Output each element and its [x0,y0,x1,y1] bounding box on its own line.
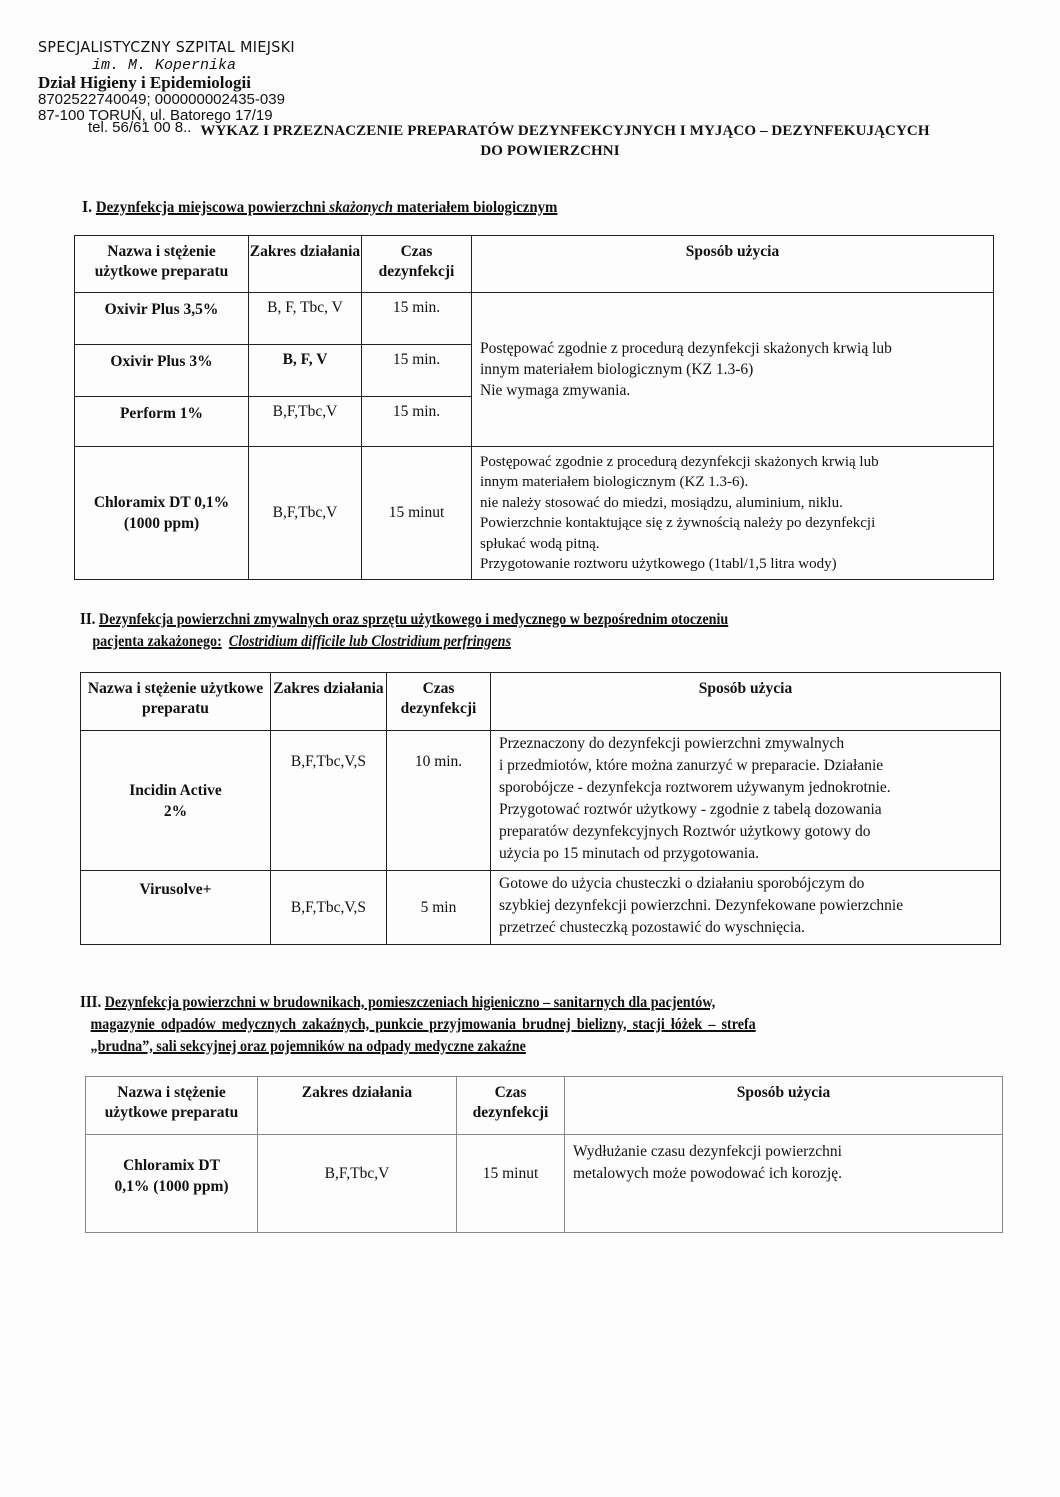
product-range: B, F, V [249,345,362,397]
header-name: Nazwa i stężenie użytkowe preparatu [81,673,271,731]
product-range: B, F, Tbc, V [249,293,362,345]
table-header-row [75,236,994,293]
section-3-heading: III. Dezynfekcja powierzchni w brudownikach, pomieszczeniach higieniczno – sanitarnych dla pacjentów, magazynie odpadów medycznych zakaźnych, punkcie przyjmowania brudnej bielizny, stacji łóżek – strefa „brudna”, sali sekcyjnej oraz pojemników na odpady medyczne zakaźne [80,992,756,1055]
header-time: Czas dezynfekcji [387,673,491,731]
product-name: Chloramix DT 0,1% (1000 ppm) [75,447,249,580]
usage-cell: Postępować zgodnie z procedurą dezynfekcji skażonych krwią lub innym materiałem biologicznym (KZ 1.3-6). nie należy stosować do miedzi, mosiądzu, aluminium, niklu. Powierzchnie kontaktujące się z żywnością należy po dezynfekcji spłukać wodą pitną. Przygotowanie roztworu użytkowego (1tabl/1,5 litra wody) [472,447,994,580]
section-2-table [80,672,1001,945]
header-range: Zakres działania [271,673,387,731]
stamp-phone: tel. 56/61 00 8.. [88,118,192,136]
title-line-2: DO POWIERZCHNI [480,143,620,159]
product-name: Chloramix DT 0,1% (1000 ppm) [86,1135,258,1233]
header-name: Nazwa i stężenie użytkowe preparatu [86,1077,258,1135]
table-row [75,293,994,345]
stamp-address: 87-100 TORUŃ, ul. Batorego 17/19 [38,106,273,124]
table-header-row [81,673,1001,731]
header-name: Nazwa i stężenie użytkowe preparatu [75,236,249,293]
product-time: 10 min. [387,731,491,871]
table-row [81,871,1001,945]
header-usage: Sposób użycia [565,1077,1003,1135]
header-usage: Sposób użycia [472,236,994,293]
product-name: Virusolve+ [81,871,271,945]
product-range: B,F,Tbc,V [249,397,362,447]
header-time: Czas dezynfekcji [457,1077,565,1135]
table-row [86,1135,1003,1233]
usage-cell: Postępować zgodnie z procedurą dezynfekcji skażonych krwią lub innym materiałem biologicznym (KZ 1.3-6) Nie wymaga zmywania. [472,293,994,447]
usage-cell: Wydłużanie czasu dezynfekcji powierzchni metalowych może powodować ich korozję. [565,1135,1003,1233]
stamp-hospital-name: SPECJALISTYCZNY SZPITAL MIEJSKI [38,38,296,56]
product-time: 15 minut [362,447,472,580]
product-time: 15 minut [457,1135,565,1233]
table-row [81,731,1001,871]
section-2-heading: II. Dezynfekcja powierzchni zmywalnych oraz sprzętu użytkowego i medycznego w bezpośrednim otoczeniu pacjenta zakażonego: Clostridium difficile lub Clostridium perfringens [80,609,729,650]
product-time: 5 min [387,871,491,945]
usage-cell: Gotowe do użycia chusteczki o działaniu sporobójczym do szybkiej dezynfekcji powierzchni. Dezynfekowane powierzchnie przetrzeć chusteczką pozostawić do wyschnięcia. [491,871,1001,945]
section-1-heading: I. Dezynfekcja miejscowa powierzchni skażonych materiałem biologicznym [82,197,558,216]
section-1-table [74,235,994,580]
product-time: 15 min. [362,397,472,447]
product-name: Oxivir Plus 3% [75,345,249,397]
usage-cell: Przeznaczony do dezynfekcji powierzchni zmywalnych i przedmiotów, które można zanurzyć w preparacie. Działanie sporobójcze - dezynfekcja roztworem używanym jednokrotnie. Przygotować roztwór użytkowy - zgodnie z tabelą dozowania preparatów dezynfekcyjnych Roztwór użytkowy gotowy do użycia po 15 minutach od przygotowania. [491,731,1001,871]
stamp-ids: 8702522740049; 000000002435-039 [38,90,285,108]
product-time: 15 min. [362,345,472,397]
stamp-department: Dział Higieny i Epidemiologii [38,72,251,92]
product-name: Perform 1% [75,397,249,447]
product-time: 15 min. [362,293,472,345]
product-range: B,F,Tbc,V [249,447,362,580]
table-header-row [86,1077,1003,1135]
table-row [75,447,994,580]
title-line-1: WYKAZ I PRZEZNACZENIE PREPARATÓW DEZYNFEKCYJNYCH I MYJĄCO – DEZYNFEKUJĄCYCH [200,123,930,139]
stamp-patron: im. M. Kopernika [92,56,237,74]
product-range: B,F,Tbc,V,S [271,871,387,945]
product-range: B,F,Tbc,V,S [271,731,387,871]
document-title [100,121,1000,161]
product-range: B,F,Tbc,V [258,1135,457,1233]
product-name: Oxivir Plus 3,5% [75,293,249,345]
header-range: Zakres działania [258,1077,457,1135]
product-name: Incidin Active 2% [81,731,271,871]
header-range: Zakres działania [249,236,362,293]
header-usage: Sposób użycia [491,673,1001,731]
header-time: Czas dezynfekcji [362,236,472,293]
section-3-table [85,1076,1003,1233]
